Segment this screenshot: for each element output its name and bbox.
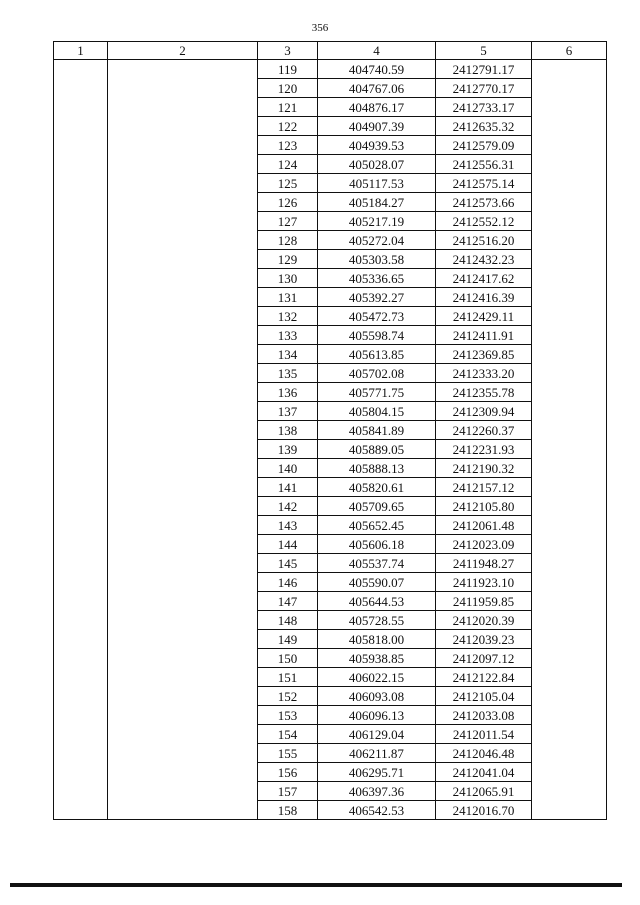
y-coordinate-cell: 2412791.17 bbox=[436, 60, 532, 79]
point-number-cell: 148 bbox=[258, 611, 318, 630]
y-coordinate-cell: 2412105.04 bbox=[436, 687, 532, 706]
point-number-cell: 151 bbox=[258, 668, 318, 687]
y-coordinate-cell: 2412122.84 bbox=[436, 668, 532, 687]
point-number-cell: 130 bbox=[258, 269, 318, 288]
header-col-3: 3 bbox=[258, 42, 318, 60]
y-coordinate-cell: 2412033.08 bbox=[436, 706, 532, 725]
table-row bbox=[54, 60, 607, 79]
y-coordinate-cell: 2412355.78 bbox=[436, 383, 532, 402]
y-coordinate-cell: 2412333.20 bbox=[436, 364, 532, 383]
y-coordinate-cell: 2412556.31 bbox=[436, 155, 532, 174]
point-number-cell: 152 bbox=[258, 687, 318, 706]
y-coordinate-cell: 2412190.32 bbox=[436, 459, 532, 478]
y-coordinate-cell: 2412260.37 bbox=[436, 421, 532, 440]
y-coordinate-cell: 2411959.85 bbox=[436, 592, 532, 611]
header-col-2: 2 bbox=[108, 42, 258, 60]
point-number-cell: 140 bbox=[258, 459, 318, 478]
x-coordinate-cell: 405888.13 bbox=[318, 459, 436, 478]
x-coordinate-cell: 405028.07 bbox=[318, 155, 436, 174]
x-coordinate-cell: 405841.89 bbox=[318, 421, 436, 440]
point-number-cell: 153 bbox=[258, 706, 318, 725]
x-coordinate-cell: 406022.15 bbox=[318, 668, 436, 687]
point-number-cell: 146 bbox=[258, 573, 318, 592]
x-coordinate-cell: 404767.06 bbox=[318, 79, 436, 98]
point-number-cell: 144 bbox=[258, 535, 318, 554]
point-number-cell: 154 bbox=[258, 725, 318, 744]
x-coordinate-cell: 405590.07 bbox=[318, 573, 436, 592]
point-number-cell: 122 bbox=[258, 117, 318, 136]
x-coordinate-cell: 405771.75 bbox=[318, 383, 436, 402]
point-number-cell: 133 bbox=[258, 326, 318, 345]
point-number-cell: 147 bbox=[258, 592, 318, 611]
y-coordinate-cell: 2412097.12 bbox=[436, 649, 532, 668]
x-coordinate-cell: 405336.65 bbox=[318, 269, 436, 288]
y-coordinate-cell: 2412579.09 bbox=[436, 136, 532, 155]
x-coordinate-cell: 405303.58 bbox=[318, 250, 436, 269]
x-coordinate-cell: 405702.08 bbox=[318, 364, 436, 383]
point-number-cell: 135 bbox=[258, 364, 318, 383]
y-coordinate-cell: 2412046.48 bbox=[436, 744, 532, 763]
x-coordinate-cell: 404907.39 bbox=[318, 117, 436, 136]
y-coordinate-cell: 2412573.66 bbox=[436, 193, 532, 212]
point-number-cell: 143 bbox=[258, 516, 318, 535]
y-coordinate-cell: 2412635.32 bbox=[436, 117, 532, 136]
y-coordinate-cell: 2412011.54 bbox=[436, 725, 532, 744]
x-coordinate-cell: 405889.05 bbox=[318, 440, 436, 459]
x-coordinate-cell: 405818.00 bbox=[318, 630, 436, 649]
header-col-1: 1 bbox=[54, 42, 108, 60]
x-coordinate-cell: 405472.73 bbox=[318, 307, 436, 326]
x-coordinate-cell: 405644.53 bbox=[318, 592, 436, 611]
point-number-cell: 136 bbox=[258, 383, 318, 402]
point-number-cell: 127 bbox=[258, 212, 318, 231]
x-coordinate-cell: 405184.27 bbox=[318, 193, 436, 212]
y-coordinate-cell: 2412429.11 bbox=[436, 307, 532, 326]
y-coordinate-cell: 2412020.39 bbox=[436, 611, 532, 630]
x-coordinate-cell: 404740.59 bbox=[318, 60, 436, 79]
y-coordinate-cell: 2412516.20 bbox=[436, 231, 532, 250]
header-col-4: 4 bbox=[318, 42, 436, 60]
y-coordinate-cell: 2412041.04 bbox=[436, 763, 532, 782]
col-1-cell bbox=[54, 60, 108, 820]
point-number-cell: 121 bbox=[258, 98, 318, 117]
x-coordinate-cell: 405938.85 bbox=[318, 649, 436, 668]
point-number-cell: 129 bbox=[258, 250, 318, 269]
y-coordinate-cell: 2412770.17 bbox=[436, 79, 532, 98]
y-coordinate-cell: 2412417.62 bbox=[436, 269, 532, 288]
x-coordinate-cell: 404939.53 bbox=[318, 136, 436, 155]
point-number-cell: 124 bbox=[258, 155, 318, 174]
x-coordinate-cell: 405272.04 bbox=[318, 231, 436, 250]
y-coordinate-cell: 2411948.27 bbox=[436, 554, 532, 573]
col-2-cell bbox=[108, 60, 258, 820]
x-coordinate-cell: 405537.74 bbox=[318, 554, 436, 573]
y-coordinate-cell: 2412065.91 bbox=[436, 782, 532, 801]
point-number-cell: 120 bbox=[258, 79, 318, 98]
x-coordinate-cell: 406093.08 bbox=[318, 687, 436, 706]
x-coordinate-cell: 405117.53 bbox=[318, 174, 436, 193]
y-coordinate-cell: 2412575.14 bbox=[436, 174, 532, 193]
y-coordinate-cell: 2412016.70 bbox=[436, 801, 532, 820]
y-coordinate-cell: 2412369.85 bbox=[436, 345, 532, 364]
x-coordinate-cell: 405392.27 bbox=[318, 288, 436, 307]
x-coordinate-cell: 404876.17 bbox=[318, 98, 436, 117]
y-coordinate-cell: 2412411.91 bbox=[436, 326, 532, 345]
y-coordinate-cell: 2412552.12 bbox=[436, 212, 532, 231]
point-number-cell: 137 bbox=[258, 402, 318, 421]
y-coordinate-cell: 2412105.80 bbox=[436, 497, 532, 516]
page-number: 356 bbox=[311, 22, 329, 34]
x-coordinate-cell: 406295.71 bbox=[318, 763, 436, 782]
col-6-cell bbox=[532, 60, 607, 820]
point-number-cell: 157 bbox=[258, 782, 318, 801]
y-coordinate-cell: 2411923.10 bbox=[436, 573, 532, 592]
point-number-cell: 134 bbox=[258, 345, 318, 364]
x-coordinate-cell: 405606.18 bbox=[318, 535, 436, 554]
header-col-5: 5 bbox=[436, 42, 532, 60]
x-coordinate-cell: 405820.61 bbox=[318, 478, 436, 497]
x-coordinate-cell: 406397.36 bbox=[318, 782, 436, 801]
x-coordinate-cell: 405804.15 bbox=[318, 402, 436, 421]
coordinates-table bbox=[53, 41, 607, 820]
point-number-cell: 141 bbox=[258, 478, 318, 497]
y-coordinate-cell: 2412023.09 bbox=[436, 535, 532, 554]
y-coordinate-cell: 2412039.23 bbox=[436, 630, 532, 649]
point-number-cell: 126 bbox=[258, 193, 318, 212]
y-coordinate-cell: 2412309.94 bbox=[436, 402, 532, 421]
y-coordinate-cell: 2412416.39 bbox=[436, 288, 532, 307]
point-number-cell: 142 bbox=[258, 497, 318, 516]
x-coordinate-cell: 406542.53 bbox=[318, 801, 436, 820]
point-number-cell: 125 bbox=[258, 174, 318, 193]
x-coordinate-cell: 405613.85 bbox=[318, 345, 436, 364]
point-number-cell: 123 bbox=[258, 136, 318, 155]
x-coordinate-cell: 405728.55 bbox=[318, 611, 436, 630]
y-coordinate-cell: 2412061.48 bbox=[436, 516, 532, 535]
header-col-6: 6 bbox=[532, 42, 607, 60]
table-body bbox=[54, 60, 607, 820]
point-number-cell: 139 bbox=[258, 440, 318, 459]
y-coordinate-cell: 2412432.23 bbox=[436, 250, 532, 269]
bottom-rule bbox=[10, 883, 622, 887]
y-coordinate-cell: 2412733.17 bbox=[436, 98, 532, 117]
point-number-cell: 131 bbox=[258, 288, 318, 307]
y-coordinate-cell: 2412157.12 bbox=[436, 478, 532, 497]
x-coordinate-cell: 405598.74 bbox=[318, 326, 436, 345]
x-coordinate-cell: 406096.13 bbox=[318, 706, 436, 725]
table-header-row bbox=[54, 42, 607, 60]
point-number-cell: 138 bbox=[258, 421, 318, 440]
y-coordinate-cell: 2412231.93 bbox=[436, 440, 532, 459]
point-number-cell: 150 bbox=[258, 649, 318, 668]
x-coordinate-cell: 405709.65 bbox=[318, 497, 436, 516]
point-number-cell: 128 bbox=[258, 231, 318, 250]
x-coordinate-cell: 406129.04 bbox=[318, 725, 436, 744]
point-number-cell: 156 bbox=[258, 763, 318, 782]
point-number-cell: 158 bbox=[258, 801, 318, 820]
x-coordinate-cell: 405652.45 bbox=[318, 516, 436, 535]
point-number-cell: 149 bbox=[258, 630, 318, 649]
x-coordinate-cell: 405217.19 bbox=[318, 212, 436, 231]
point-number-cell: 119 bbox=[258, 60, 318, 79]
point-number-cell: 155 bbox=[258, 744, 318, 763]
point-number-cell: 145 bbox=[258, 554, 318, 573]
x-coordinate-cell: 406211.87 bbox=[318, 744, 436, 763]
point-number-cell: 132 bbox=[258, 307, 318, 326]
